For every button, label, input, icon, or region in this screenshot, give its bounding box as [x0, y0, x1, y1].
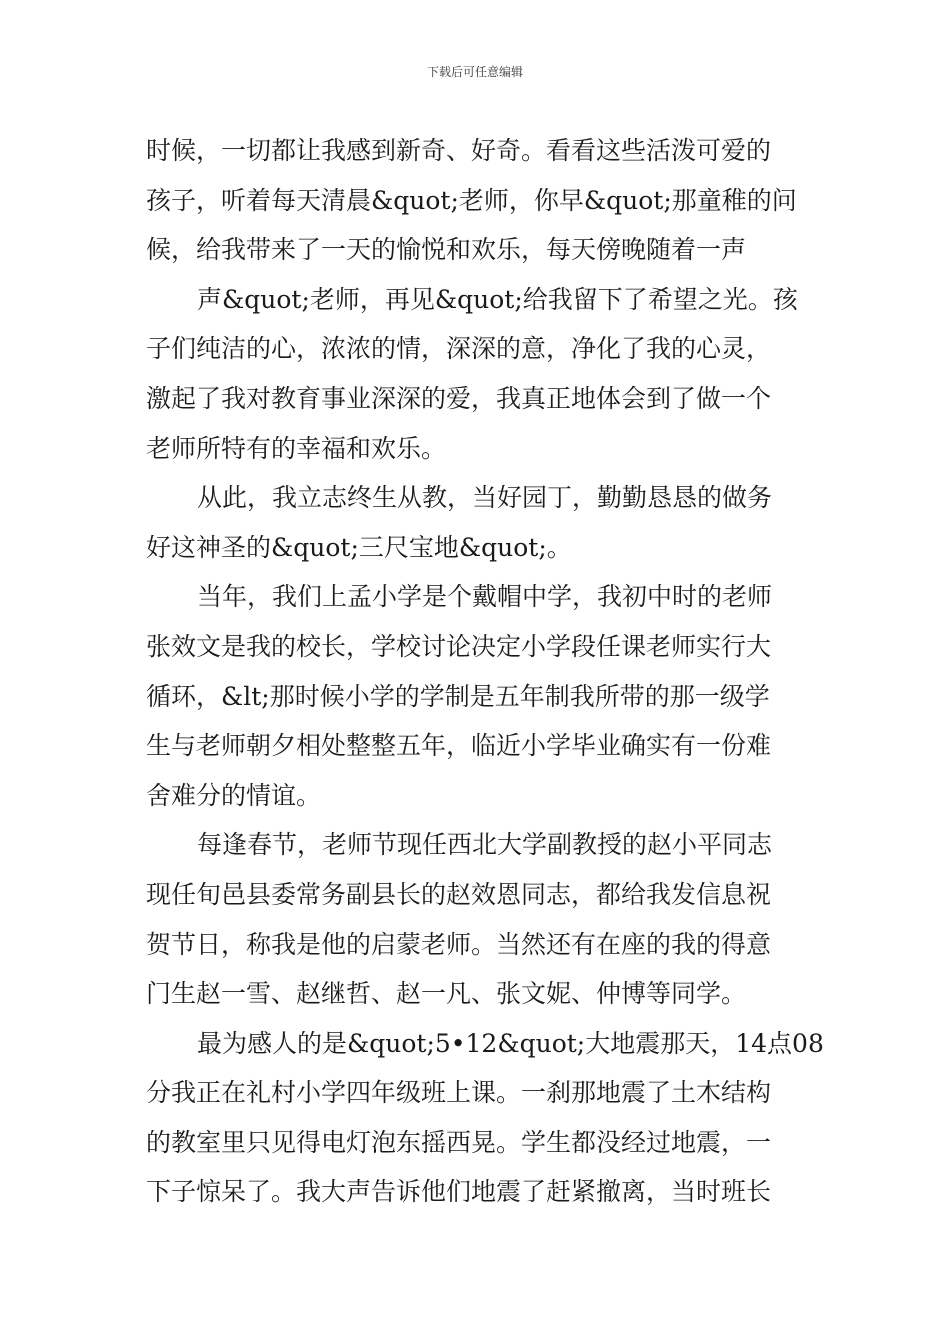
paragraph-start-line: 当年，我们上孟小学是个戴帽中学，我初中时的老师 — [197, 582, 773, 612]
text-line: 时候，一切都让我感到新奇、好奇。看看这些活泼可爱的 — [146, 136, 772, 165]
text-line: 循环，&lt;那时候小学的学制是五年制我所带的那一级学 — [146, 681, 770, 711]
paragraph-start-line: 从此，我立志终生从教，当好园丁，勤勤恳恳的做务 — [197, 483, 773, 513]
text-line: 下子惊呆了。我大声告诉他们地震了赶紧撤离，当时班长 — [146, 1177, 772, 1207]
paragraph-start-line: 声&quot;老师，再见&quot;给我留下了希望之光。孩 — [197, 284, 798, 314]
text-line: 生与老师朝夕相处整整五年，临近小学毕业确实有一份难 — [146, 731, 772, 761]
body-text — [146, 126, 824, 1217]
text-line: 张效文是我的校长，学校讨论决定小学段任课老师实行大 — [146, 631, 772, 661]
paragraph-start-line: 最为感人的是&quot;5•12&quot;大地震那天，14点08 — [197, 1028, 824, 1058]
text-line: 贺节日，称我是他的启蒙老师。当然还有在座的我的得意 — [146, 929, 772, 959]
text-line: 候，给我带来了一天的愉悦和欢乐，每天傍晚随着一声 — [146, 235, 747, 265]
page-header: 下载后可任意编辑 — [426, 65, 523, 79]
text-line: 孩子，听着每天清晨&quot;老师，你早&quot;那童稚的问 — [146, 185, 797, 215]
text-line: 的教室里只见得电灯泡东摇西晃。学生都没经过地震，一 — [146, 1127, 772, 1157]
text-line: 子们纯洁的心，浓浓的情，深深的意，净化了我的心灵， — [146, 334, 772, 364]
text-line: 门生赵一雪、赵继哲、赵一凡、张文妮、仲博等同学。 — [146, 979, 747, 1009]
paragraph-start-line: 每逢春节，老师节现任西北大学副教授的赵小平同志 — [197, 830, 773, 860]
text-line: 舍难分的情谊。 — [146, 780, 322, 810]
text-line: 分我正在礼村小学四年级班上课。一刹那地震了土木结构 — [146, 1078, 772, 1108]
text-line: 好这神圣的&quot;三尺宝地&quot;。 — [146, 532, 572, 562]
text-line: 激起了我对教育事业深深的爱，我真正地体会到了做一个 — [146, 383, 772, 413]
text-line: 老师所特有的幸福和欢乐。 — [146, 433, 447, 463]
text-line: 现任旬邑县委常务副县长的赵效恩同志，都给我发信息祝 — [146, 879, 772, 909]
